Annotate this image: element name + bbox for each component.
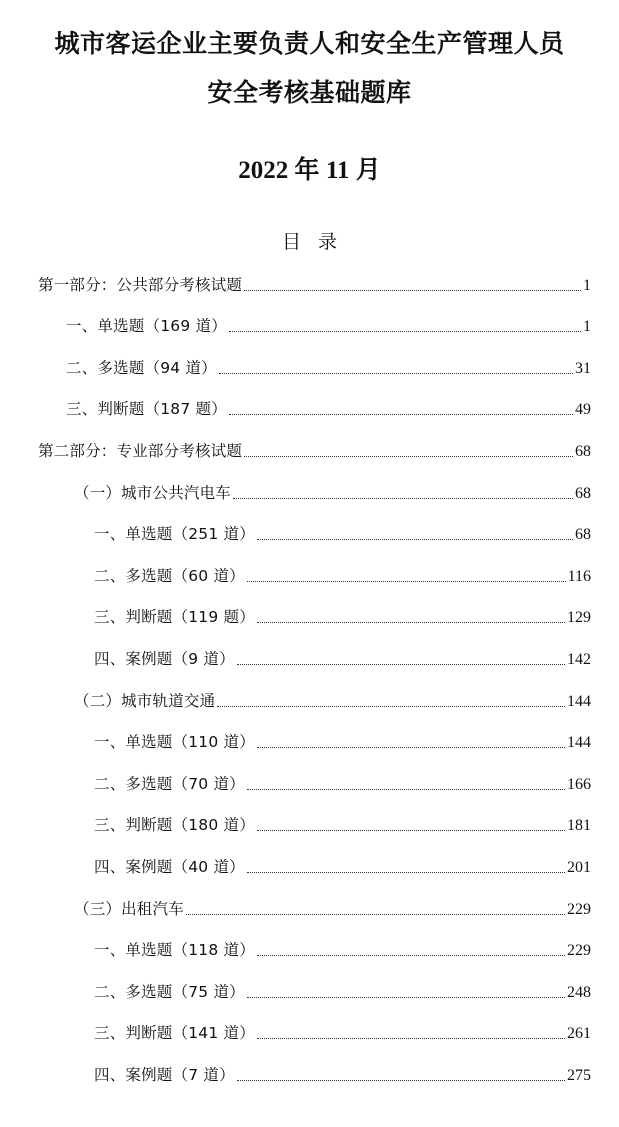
toc-entry-text: 三、判断题（187 题） — [66, 400, 227, 418]
toc-entry-text: 三、判断题（119 题） — [94, 608, 255, 626]
toc-entry-page: 229 — [567, 942, 591, 959]
toc-entry-text: （二）城市轨道交通 — [74, 692, 216, 710]
toc-leader-dots — [257, 747, 565, 748]
toc-entry-text: 第二部分：专业部分考核试题 — [38, 442, 243, 460]
toc-entry-text: 二、多选题（75 道） — [94, 983, 245, 1001]
toc-entry-text: 一、单选题（118 道） — [94, 941, 255, 959]
toc-entry-page: 129 — [567, 609, 591, 626]
toc-entry-page: 166 — [567, 776, 591, 793]
toc-entry-bus-single-choice[interactable] — [94, 523, 591, 545]
date-month: 11 — [325, 157, 350, 184]
toc-entry-page: 142 — [567, 651, 591, 668]
toc-entry-page: 275 — [567, 1067, 591, 1084]
toc-entry-bus-case-study[interactable] — [94, 648, 591, 670]
toc-entry-page: 261 — [567, 1025, 591, 1042]
toc-entry-text: 一、单选题（110 道） — [94, 733, 255, 751]
toc-entry-text: （三）出租汽车 — [74, 900, 184, 918]
toc-leader-dots — [257, 955, 565, 956]
toc-leader-dots — [217, 706, 565, 707]
toc-entry-bus-multiple-choice[interactable] — [94, 565, 591, 587]
toc-entry-taxi-true-false[interactable] — [94, 1022, 591, 1044]
toc-leader-dots — [244, 290, 581, 291]
toc-entry-page: 31 — [575, 360, 591, 377]
toc-leader-dots — [257, 830, 565, 831]
toc-entry-page: 229 — [567, 901, 591, 918]
toc-entry-text: 四、案例题（40 道） — [94, 858, 245, 876]
toc-entry-taxi-multiple-choice[interactable] — [94, 981, 591, 1003]
toc-entry-part-2[interactable] — [38, 440, 591, 462]
toc-entry-page: 1 — [583, 277, 591, 294]
toc-entry-taxi-single-choice[interactable] — [94, 939, 591, 961]
toc-entry-page: 248 — [567, 984, 591, 1001]
toc-entry-text: 二、多选题（60 道） — [94, 567, 245, 585]
toc-leader-dots — [237, 1080, 565, 1081]
toc-entry-page: 68 — [575, 485, 591, 502]
toc-leader-dots — [247, 872, 565, 873]
toc-entry-page: 68 — [575, 443, 591, 460]
toc-leader-dots — [257, 622, 565, 623]
toc-leader-dots — [219, 373, 573, 374]
toc-entry-section-rail[interactable] — [74, 690, 591, 712]
toc-entry-bus-true-false[interactable] — [94, 606, 591, 628]
date-month-unit: 月 — [355, 155, 381, 184]
document-title-line-2: 安全考核基础题库 — [207, 78, 412, 107]
toc-entry-text: （一）城市公共汽电车 — [74, 484, 232, 502]
toc-entry-part-1-true-false[interactable] — [66, 398, 591, 420]
toc-entry-page: 49 — [575, 401, 591, 418]
toc-entry-section-taxi[interactable] — [74, 898, 591, 920]
toc-leader-dots — [233, 498, 573, 499]
toc-entry-page: 144 — [567, 693, 591, 710]
toc-entry-rail-case-study[interactable] — [94, 856, 591, 878]
toc-entry-part-1-single-choice[interactable] — [66, 315, 591, 337]
toc-entry-text: 四、案例题（7 道） — [94, 1066, 235, 1084]
toc-entry-part-1[interactable] — [38, 274, 591, 296]
toc-leader-dots — [229, 331, 581, 332]
toc-entry-rail-single-choice[interactable] — [94, 731, 591, 753]
toc-leader-dots — [247, 997, 565, 998]
toc-entry-rail-multiple-choice[interactable] — [94, 773, 591, 795]
toc-entry-page: 144 — [567, 734, 591, 751]
toc-leader-dots — [257, 539, 573, 540]
toc-entry-text: 第一部分：公共部分考核试题 — [38, 276, 243, 294]
toc-entry-text: 三、判断题（141 道） — [94, 1024, 255, 1042]
toc-entry-page: 116 — [567, 568, 591, 585]
toc-entry-section-bus[interactable] — [74, 482, 591, 504]
toc-leader-dots — [237, 664, 565, 665]
date-year-unit: 年 — [294, 155, 320, 184]
toc-leader-dots — [257, 1038, 565, 1039]
document-date — [0, 157, 619, 183]
toc-leader-dots — [229, 414, 573, 415]
toc-leader-dots — [186, 914, 565, 915]
toc-leader-dots — [244, 456, 573, 457]
toc-entry-text: 二、多选题（94 道） — [66, 359, 217, 377]
toc-heading: 目录 — [281, 231, 354, 253]
toc-entry-rail-true-false[interactable] — [94, 814, 591, 836]
toc-entry-taxi-case-study[interactable] — [94, 1064, 591, 1086]
date-year: 2022 — [238, 157, 289, 184]
toc-entry-page: 201 — [567, 859, 591, 876]
toc-leader-dots — [247, 789, 565, 790]
toc-entry-text: 一、单选题（169 道） — [66, 317, 227, 335]
toc-leader-dots — [247, 581, 566, 582]
toc-entry-text: 三、判断题（180 道） — [94, 816, 255, 834]
toc-entry-page: 68 — [575, 526, 591, 543]
document-title-line-1: 城市客运企业主要负责人和安全生产管理人员 — [54, 29, 565, 58]
toc-entry-page: 1 — [583, 318, 591, 335]
toc-entry-text: 一、单选题（251 道） — [94, 525, 255, 543]
toc-entry-page: 181 — [567, 817, 591, 834]
toc-entry-text: 四、案例题（9 道） — [94, 650, 235, 668]
toc-entry-text: 二、多选题（70 道） — [94, 775, 245, 793]
toc-entry-part-1-multiple-choice[interactable] — [66, 357, 591, 379]
